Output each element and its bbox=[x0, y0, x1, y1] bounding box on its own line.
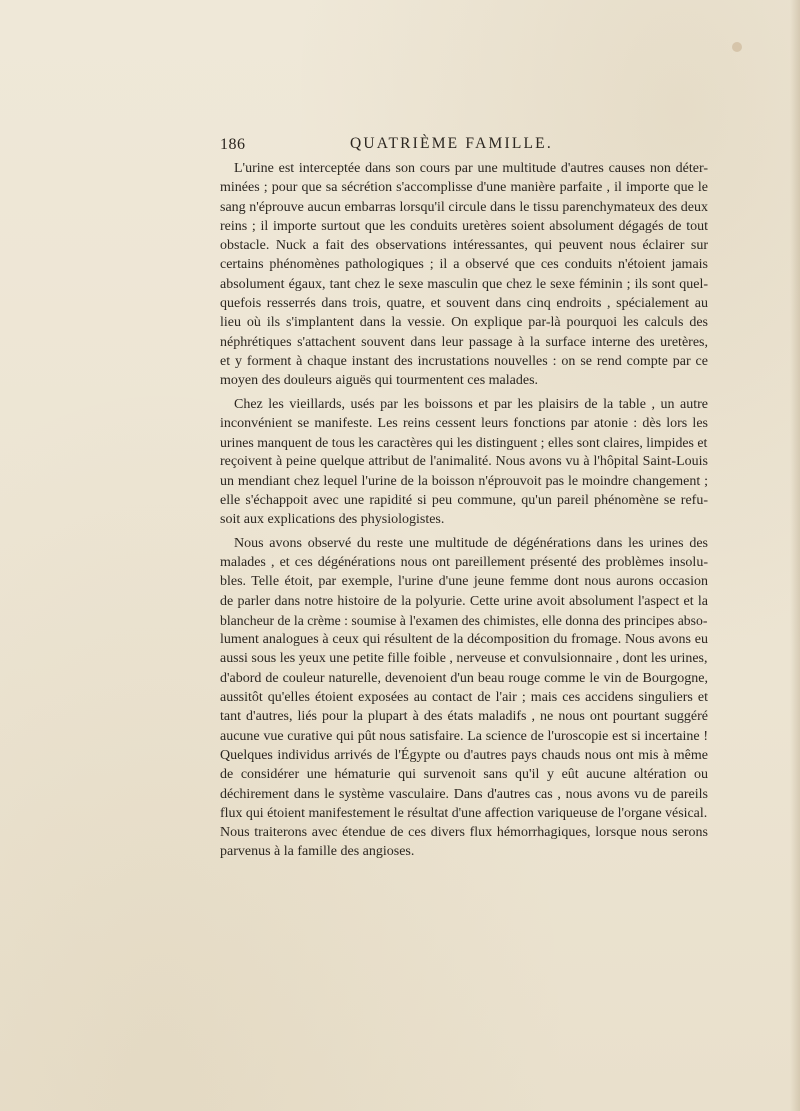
text-line: malades , et ces dégénérations nous ont pareillement présenté des problèmes insolu- bbox=[220, 554, 708, 570]
text-line: certains phénomènes pathologiques ; il a observé que ces conduits n'étoient jamais bbox=[220, 257, 708, 273]
text-line: obstacle. Nuck a fait des observations intéressantes, qui peuvent nous éclairer sur bbox=[220, 238, 708, 254]
text-line: Quelques individus arrivés de l'Égypte ou d'autres pays chauds nous ont mis à même bbox=[220, 747, 708, 763]
text-line: bles. Telle étoit, par exemple, l'urine d'une jeune femme dont nous aurons occasion bbox=[220, 574, 708, 590]
page-number: 186 bbox=[220, 136, 246, 153]
text-line: L'urine est interceptée dans son cours par une multitude d'autres causes non déter- bbox=[234, 161, 708, 176]
text-line: blancheur de la crème : soumise à l'examen des chimistes, elle donna des principes abso- bbox=[220, 612, 708, 628]
text-line: moyen des douleurs aiguës qui tourmentent ces malades. bbox=[220, 373, 539, 389]
text-line: déchirement dans le système vasculaire. Dans d'autres cas , nous avons vu de pareils bbox=[220, 786, 708, 802]
text-line: lument analogues à ceux qui résultent de la décomposition du fromage. Nous avons eu bbox=[220, 632, 708, 648]
running-head bbox=[220, 130, 708, 154]
text-line: reçoivent à peine quelque attribut de l'animalité. Nous avons vu à l'hôpital Saint-Louis bbox=[220, 454, 708, 470]
text-line: lieu où ils s'implantent dans la vessie. On explique par-là pourquoi les calculs des bbox=[220, 315, 708, 331]
text-line: reins ; il importe surtout que les conduits uretères soient absolument dégagés de tout bbox=[220, 218, 708, 234]
paragraph bbox=[220, 534, 708, 862]
text-line: de parler dans notre histoire de la polyurie. Cette urine avoit absolument l'aspect et la bbox=[220, 593, 708, 609]
text-line: absolument égaux, tant chez le sexe masculin que chez le sexe féminin ; ils sont quel- bbox=[220, 276, 708, 292]
text-line: flux qui étoient manifestement le résultat d'une affection variqueuse de l'organe vésical. bbox=[220, 805, 708, 821]
text-line: néphrétiques s'attachent souvent dans leur passage à la surface interne des uretères, bbox=[220, 334, 708, 350]
section-title: QUATRIÈME FAMILLE. bbox=[350, 135, 553, 152]
paper-stain bbox=[732, 42, 742, 52]
text-line: sang n'éprouve aucun embarras lorsqu'il circule dans le tissu parenchymateux des deux bbox=[220, 199, 708, 215]
text-line: aucune vue curative qui pût nous satisfaire. La science de l'uroscopie est si incertaine ! bbox=[220, 728, 708, 744]
text-line: aussi sous les yeux une petite fille foible , nerveuse et convulsionnaire , dont les urines, bbox=[220, 651, 708, 667]
text-line: de considérer une hématurie qui survenoit sans qu'il y eût aucune altération ou bbox=[220, 767, 708, 783]
paragraph bbox=[220, 159, 708, 391]
text-line: parvenus à la famille des angioses. bbox=[220, 844, 415, 860]
text-line: aussitôt qu'elles étoient exposées au contact de l'air ; mais ces accidens singuliers et bbox=[220, 690, 708, 706]
text-line: urines manquent de tous les caractères qui les distinguent ; elles sont claires, limpides et bbox=[220, 435, 708, 451]
text-line: un mendiant chez lequel l'urine de la boisson n'éprouvoit pas le moindre changement ; bbox=[220, 473, 708, 489]
text-line: inconvénient se manifeste. Les reins cessent leurs fonctions par atonie : dès lors les bbox=[220, 415, 708, 431]
text-line: minées ; pour que sa sécrétion s'accomplisse d'une manière parfaite , il importe que le bbox=[220, 180, 708, 196]
text-line: Chez les vieillards, usés par les boissons et par les plaisirs de la table , un autre bbox=[234, 396, 708, 412]
text-line: soit aux explications des physiologistes. bbox=[220, 512, 445, 528]
text-line: elle s'échappoit avec une rapidité si peu commune, qu'un pareil phénomène se refu- bbox=[220, 493, 708, 509]
body-text bbox=[220, 159, 708, 862]
text-line: d'abord de couleur naturelle, devenoient d'un beau rouge comme le vin de Bourgogne, bbox=[220, 670, 708, 686]
page-edge-shadow bbox=[790, 0, 800, 1111]
text-line: tant d'autres, liés pour la plupart à des états maladifs , ne nous ont pourtant suggéré bbox=[220, 709, 708, 725]
text-line: quefois resserrés dans trois, quatre, et souvent dans cinq endroits , spécialement au bbox=[220, 296, 708, 312]
text-line: et y forment à chaque instant des incrustations nouvelles : on se rend compte par ce bbox=[220, 353, 708, 369]
text-line: Nous traiterons avec étendue de ces divers flux hémorrhagiques, lorsque nous serons bbox=[220, 825, 708, 841]
text-line: Nous avons observé du reste une multitude de dégénérations dans les urines des bbox=[234, 535, 708, 551]
paragraph bbox=[220, 395, 708, 530]
